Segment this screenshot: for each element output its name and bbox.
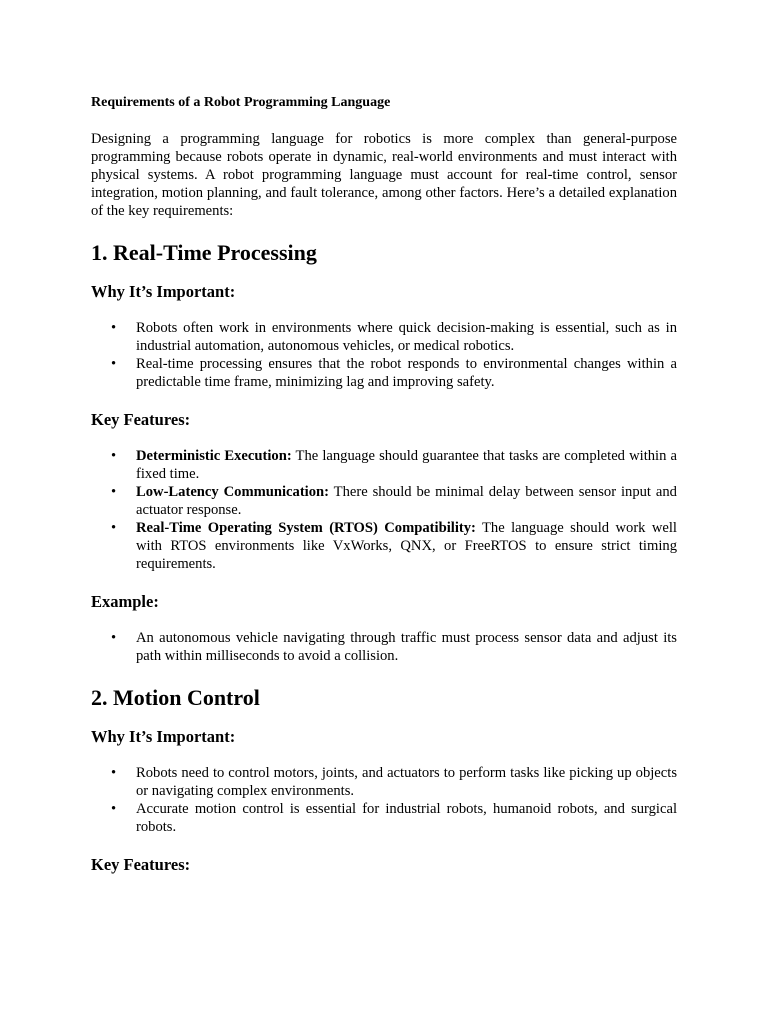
list-item <box>91 629 677 665</box>
section-motion-control <box>91 685 677 875</box>
list-item-text: Real-time processing ensures that the robot responds to environmental changes within a predictable time frame, minimizing lag and improving safety. <box>136 356 677 390</box>
example-list <box>91 629 677 665</box>
list-item <box>91 447 677 483</box>
bullet-icon: • <box>111 320 117 336</box>
why-important-list <box>91 319 677 391</box>
why-important-list <box>91 764 677 836</box>
feature-description: The language should work well with RTOS environments like VxWorks, QNX, or FreeRTOS to ensure strict timing requirements. <box>136 520 677 572</box>
section-heading: 1. Real-Time Processing <box>91 240 317 265</box>
bullet-icon: • <box>111 801 117 817</box>
bullet-icon: • <box>111 520 117 536</box>
key-features-list <box>91 447 677 573</box>
key-features-heading: Key Features: <box>91 855 191 874</box>
key-features-heading: Key Features: <box>91 410 191 429</box>
section-real-time-processing <box>91 240 677 665</box>
list-item <box>91 800 677 836</box>
bullet-icon: • <box>111 630 117 646</box>
list-item-text: An autonomous vehicle navigating through traffic must process sensor data and adjust its path within milliseconds to avoid a collision. <box>136 630 677 664</box>
feature-description: The language should guarantee that tasks are completed within a fixed time. <box>136 448 677 482</box>
list-item-text: Robots need to control motors, joints, and actuators to perform tasks like picking up objects or navigating complex environments. <box>136 765 677 799</box>
bullet-icon: • <box>111 765 117 781</box>
feature-term: Deterministic Execution: <box>136 448 292 464</box>
feature-term: Real-Time Operating System (RTOS) Compatibility: <box>136 520 476 536</box>
feature-description: There should be minimal delay between sensor input and actuator response. <box>136 484 677 518</box>
document-title: Requirements of a Robot Programming Language <box>91 95 391 110</box>
why-important-heading: Why It’s Important: <box>91 727 236 746</box>
list-item <box>91 519 677 573</box>
list-item-text: Robots often work in environments where quick decision-making is essential, such as in industrial automation, autonomous vehicles, or medical robotics. <box>136 320 677 354</box>
list-item <box>91 483 677 519</box>
bullet-icon: • <box>111 448 117 464</box>
bullet-icon: • <box>111 356 117 372</box>
bullet-icon: • <box>111 484 117 500</box>
list-item <box>91 319 677 355</box>
why-important-heading: Why It’s Important: <box>91 282 236 301</box>
list-item-text: Accurate motion control is essential for industrial robots, humanoid robots, and surgical robots. <box>136 801 677 835</box>
section-heading: 2. Motion Control <box>91 685 260 710</box>
feature-term: Low-Latency Communication: <box>136 484 330 500</box>
intro-paragraph: Designing a programming language for robotics is more complex than general-purpose programming because robots operate in dynamic, real-world environments and must interact with physical systems. A robot programming language must account for real-time control, sensor integration, motion planning, and fault tolerance, among other factors. Here’s a detailed explanation of the key requirements: <box>91 131 677 219</box>
list-item <box>91 355 677 391</box>
list-item <box>91 764 677 800</box>
example-heading: Example: <box>91 592 159 611</box>
document-page <box>91 94 677 875</box>
